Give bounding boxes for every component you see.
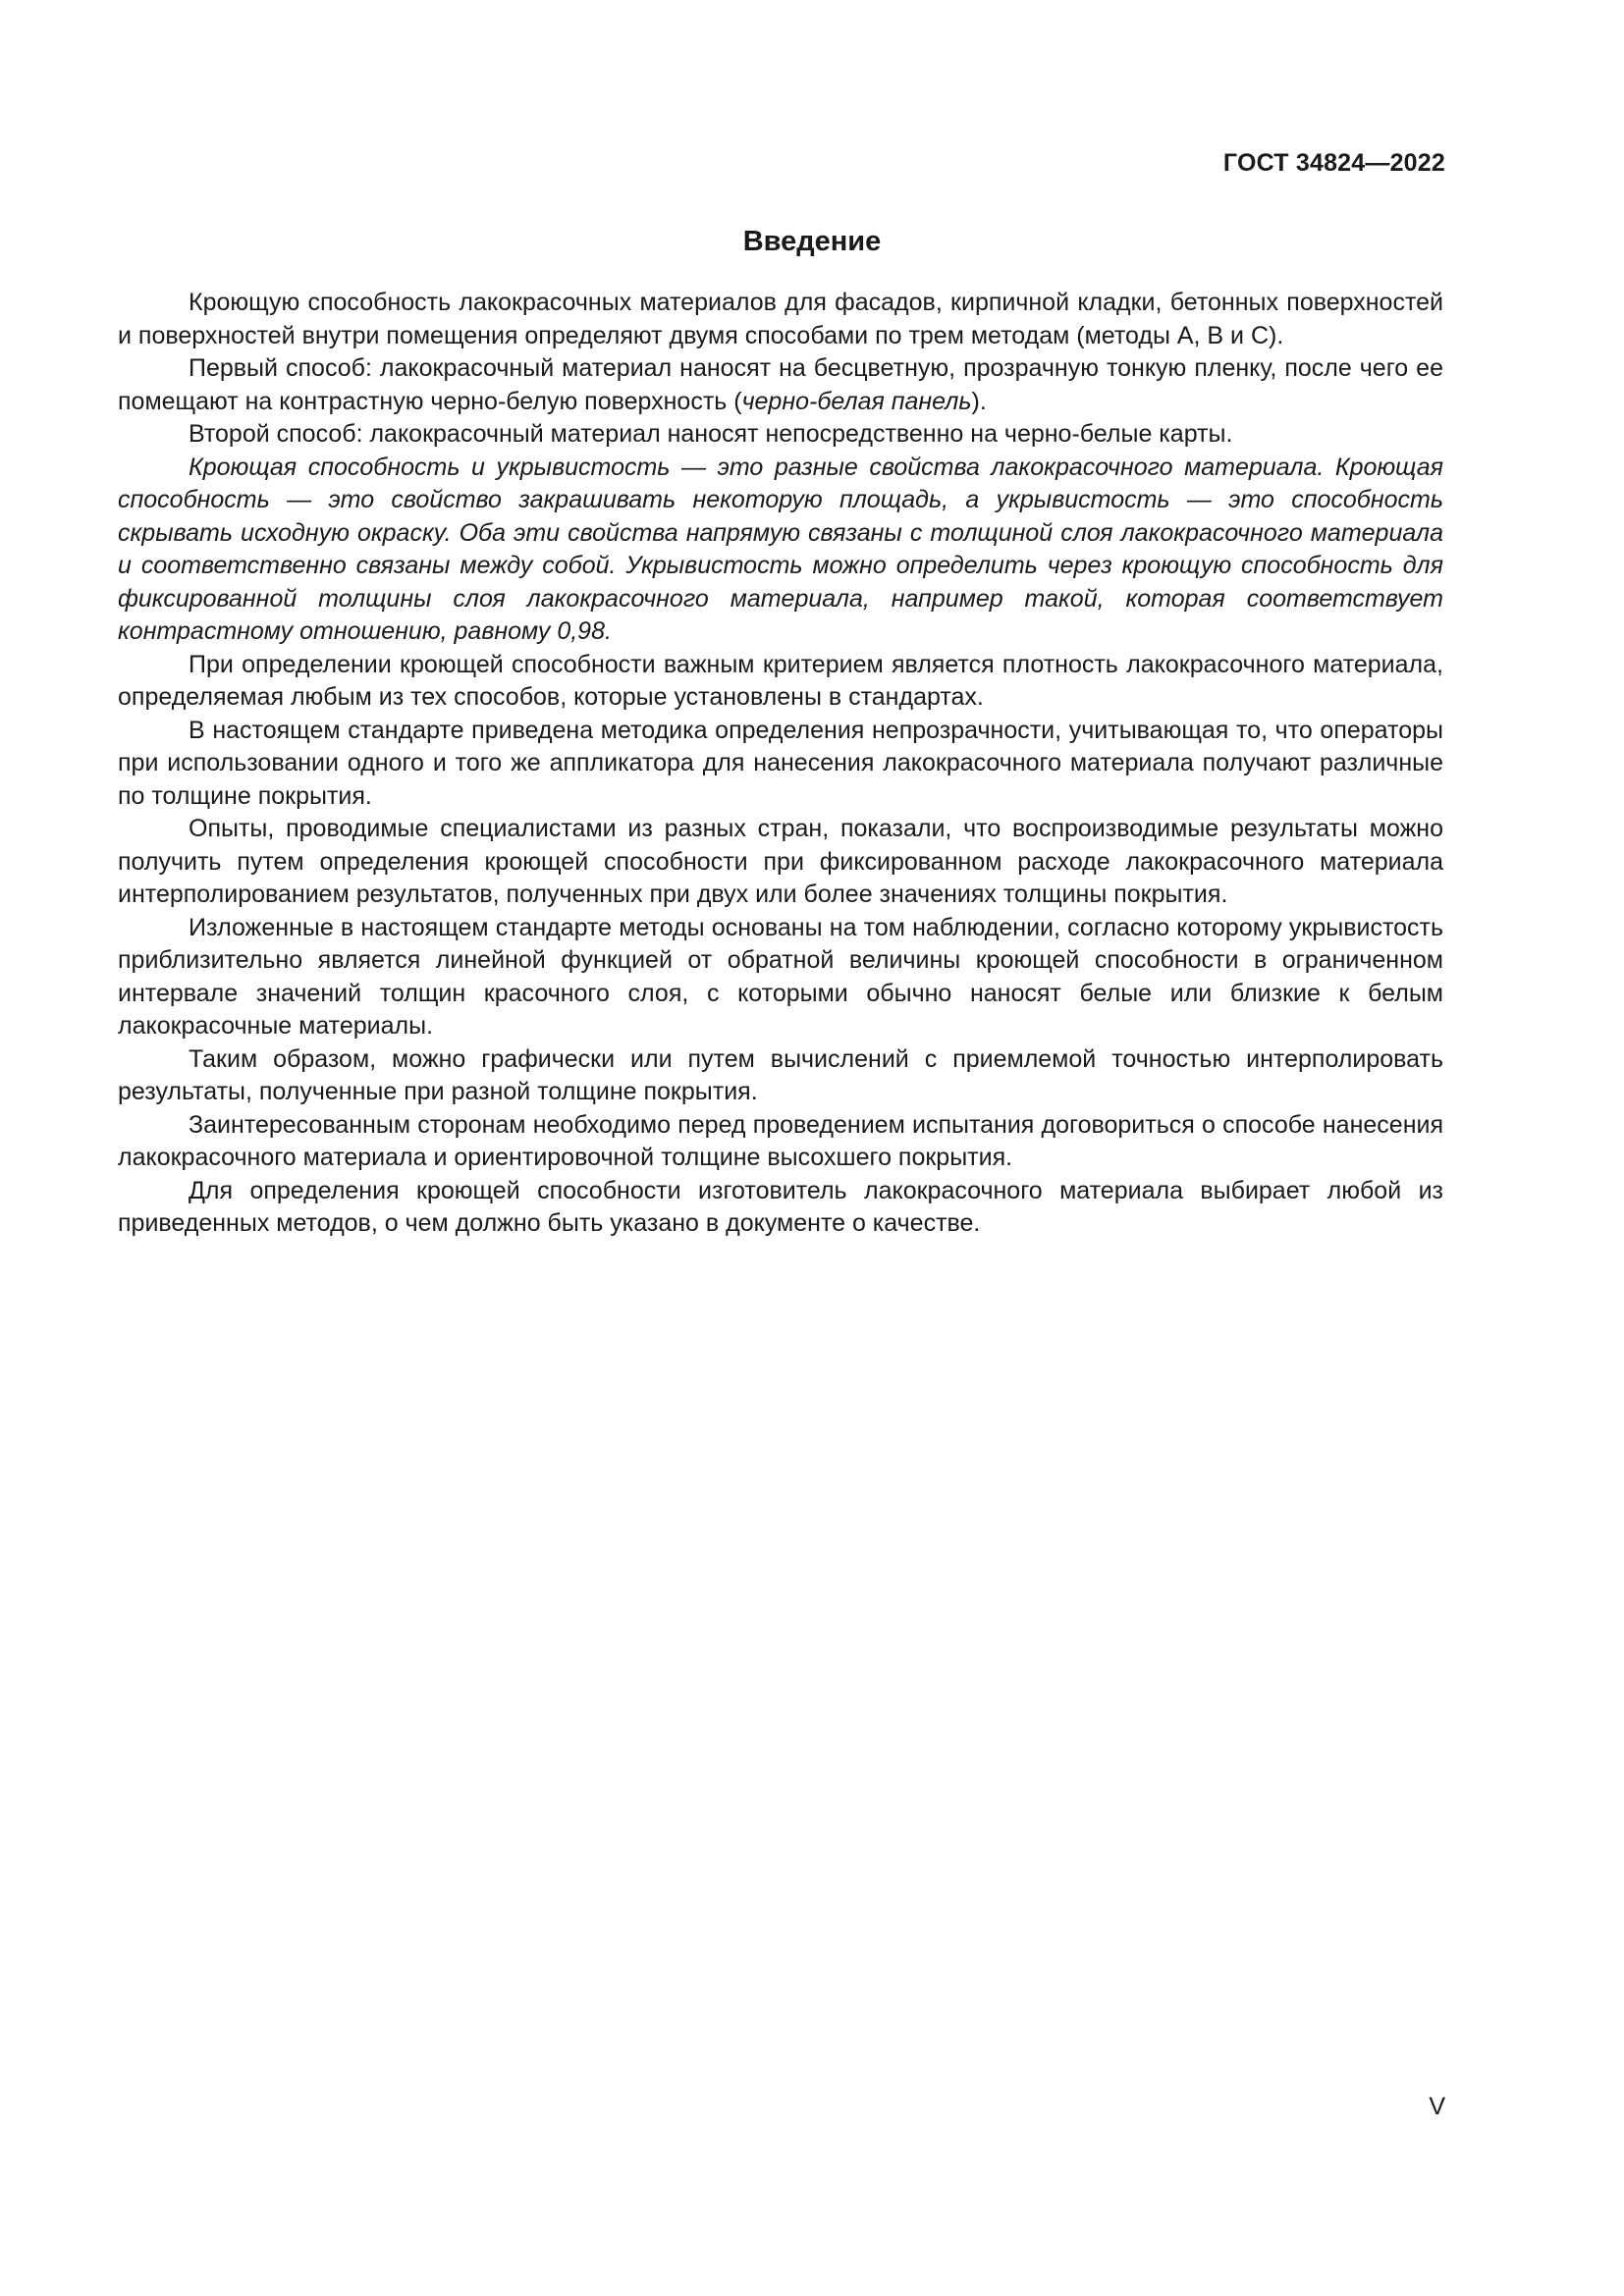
- paragraph-2-text: Первый способ: лакокрасочный материал наносят на бесцветную, прозрачную тонкую пленку, после чего ее помещают на контрастную черно-белую поверхность (: [118, 354, 1443, 415]
- page-number: V: [1429, 2093, 1445, 2120]
- paragraph-9: Таким образом, можно графически или путем вычислений с приемлемой точностью интерполировать результаты, полученные при разной толщине покрытия.: [118, 1044, 1443, 1105]
- paragraph-2-end: ).: [971, 387, 987, 415]
- paragraph-11: Для определения кроющей способности изготовитель лакокрасочного материала выбирает любой из приведенных методов, о чем должно быть указано в документе о качестве.: [118, 1176, 1443, 1237]
- paragraph-2: [118, 352, 1443, 418]
- paragraph-6: В настоящем стандарте приведена методика определения непрозрачности, учитывающая то, что операторы при использовании одного и того же аппликатора для нанесения лакокрасочного материала получают различные по толщине покрытия.: [118, 716, 1443, 810]
- body-text: [118, 287, 1443, 1241]
- paragraph-5: При определении кроющей способности важным критерием является плотность лакокрасочного материала, определяемая любым из тех способов, которые установлены в стандартах.: [118, 650, 1443, 711]
- document-code: ГОСТ 34824—2022: [1222, 149, 1445, 177]
- paragraph-3: Второй способ: лакокрасочный материал наносят непосредственно на черно-белые карты.: [189, 420, 1233, 448]
- paragraph-8: Изложенные в настоящем стандарте методы основаны на том наблюдении, согласно которому укрывистость приблизительно является линейной функцией от обратной величины кроющей способности в ограниченном интервале значений толщин красочного слоя, с которыми обычно наносят белые или близкие к белым лакокрасочные материалы.: [118, 913, 1443, 1040]
- section-title: Введение: [742, 226, 882, 257]
- paragraph-1: Кроющую способность лакокрасочных материалов для фасадов, кирпичной кладки, бетонных поверхностей и поверхностей внутри помещения определяют двумя способами по трем методам (методы A, B и C).: [118, 289, 1443, 349]
- paragraph-4: Кроющая способность и укрывистость — это разные свойства лакокрасочного материала. Кроющая способность — это свойство закрашивать некоторую площадь, а укрывистость — это способность скрывать исходную окраску. Оба эти свойства напрямую связаны с толщиной слоя лакокрасочного материала и соответственно связаны между собой. Укрывистость можно определить через кроющую способность для фиксированной толщины слоя лакокрасочного материала, например такой, которая соответствует контрастному отношению, равному 0,98.: [118, 453, 1443, 645]
- paragraph-7: Опыты, проводимые специалистами из разных стран, показали, что воспроизводимые результаты можно получить путем определения кроющей способности при фиксированном расходе лакокрасочного материала интерполированием результатов, полученных при двух или более значениях толщины покрытия.: [118, 815, 1443, 908]
- paragraph-10: Заинтересованным сторонам необходимо перед проведением испытания договориться о способе нанесения лакокрасочного материала и ориентировочной толщине высохшего покрытия.: [118, 1110, 1443, 1171]
- paragraph-2-italic-term: черно-белая панель: [741, 387, 972, 415]
